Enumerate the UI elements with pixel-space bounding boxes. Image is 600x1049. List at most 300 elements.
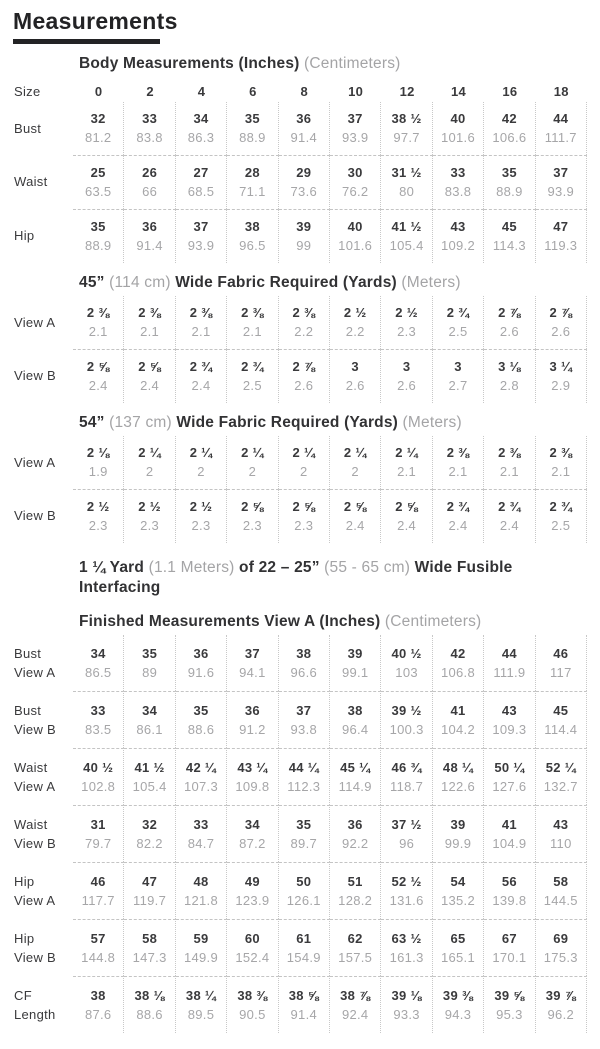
inch-value: 43 [553, 817, 569, 832]
row-label [13, 489, 73, 543]
cm-value: 111.7 [544, 130, 577, 145]
row-label [13, 349, 73, 403]
inch-value: 38 [347, 703, 363, 718]
heading-part-metric: (Centimeters) [304, 55, 401, 72]
measurement-cell [73, 102, 124, 155]
cm-value: 102.8 [81, 779, 116, 794]
heading-part-main: of 22 – 25” [234, 559, 325, 576]
cm-value: 2.4 [397, 518, 417, 533]
row-label-line: Waist [14, 174, 48, 189]
measurement-cell [330, 748, 381, 805]
cm-value: 88.9 [239, 130, 266, 145]
table-row [13, 209, 587, 263]
row-label-line: View B [14, 508, 57, 523]
cm-value: 2.2 [294, 324, 314, 339]
cm-value: 2.4 [448, 518, 468, 533]
measurement-cell [381, 748, 432, 805]
row-label [13, 209, 73, 263]
cm-value: 117 [549, 665, 572, 680]
measurement-cell [381, 919, 432, 976]
cm-value: 2.4 [499, 518, 519, 533]
measurement-cell [124, 748, 175, 805]
cm-value: 88.9 [84, 238, 112, 253]
cm-value: 149.9 [183, 950, 219, 965]
cm-value: 81.2 [84, 130, 112, 145]
cm-value: 2.1 [242, 324, 262, 339]
cm-value: 109.3 [492, 722, 527, 737]
measurement-cell [381, 635, 432, 691]
measurement-cell [381, 349, 432, 403]
measurement-cell [124, 436, 175, 489]
measurement-cell [484, 919, 535, 976]
inch-value: 39 [296, 219, 312, 234]
inch-value: 31 [90, 817, 106, 832]
inch-value: 2 ½ [86, 499, 110, 514]
cm-value: 2.9 [551, 378, 571, 393]
row-label [13, 635, 73, 691]
measurement-cell [227, 489, 278, 543]
measurement-cell [279, 436, 330, 489]
measurement-cell [433, 489, 484, 543]
measurement-cell [279, 349, 330, 403]
measurement-cell [279, 209, 330, 263]
inch-value: 52 ½ [391, 874, 422, 889]
measurement-cell [433, 748, 484, 805]
cm-value: 111.9 [493, 665, 526, 680]
table-row [13, 102, 587, 155]
inch-value: 46 ¾ [391, 760, 422, 775]
inch-value: 2 ⅞ [549, 305, 573, 320]
cm-value: 144.8 [81, 950, 116, 965]
inch-value: 2 ⅝ [292, 499, 316, 514]
cm-value: 88.6 [136, 1007, 163, 1022]
cm-value: 103 [395, 665, 418, 680]
measurement-cell [484, 102, 535, 155]
cm-value: 170.1 [492, 950, 527, 965]
inch-value: 39 ⅝ [494, 988, 525, 1003]
measurement-cell [381, 436, 432, 489]
cm-value: 101.6 [440, 130, 476, 145]
heading-part-metric: (114 cm) [109, 274, 171, 291]
inch-value: 39 ⅞ [545, 988, 576, 1003]
inch-value: 3 [351, 359, 359, 374]
measurement-cell [176, 209, 227, 263]
measurement-cell [330, 805, 381, 862]
inch-value: 42 [450, 646, 466, 661]
inch-value: 2 ¼ [395, 445, 418, 460]
body-measurements-table [13, 102, 587, 263]
inch-value: 3 ⅛ [498, 359, 521, 374]
cm-value: 105.4 [132, 779, 167, 794]
cm-value: 71.1 [239, 184, 266, 199]
measurement-cell [176, 349, 227, 403]
inch-value: 44 ¼ [288, 760, 319, 775]
row-label [13, 862, 73, 919]
inch-value: 34 [244, 817, 260, 832]
measurement-cell [124, 489, 175, 543]
cm-value: 2.1 [448, 464, 468, 479]
measurement-cell [536, 209, 587, 263]
inch-value: 37 [296, 703, 312, 718]
inch-value: 2 ¼ [292, 445, 316, 460]
inch-value: 30 [347, 165, 363, 180]
cm-value: 105.4 [389, 238, 424, 253]
row-label-line: Hip [14, 930, 35, 946]
section-heading-fabric-45 [79, 273, 587, 293]
title-underline [13, 39, 160, 44]
measurement-cell [536, 102, 587, 155]
inch-value: 44 [553, 111, 569, 126]
inch-value: 2 ⅜ [241, 305, 264, 320]
measurement-cell [381, 862, 432, 919]
inch-value: 40 [450, 111, 466, 126]
measurement-cell [330, 102, 381, 155]
inch-value: 35 [244, 111, 260, 126]
cm-value: 104.9 [492, 836, 527, 851]
inch-value: 48 [193, 874, 209, 889]
inch-value: 46 [553, 646, 569, 661]
inch-value: 54 [450, 874, 466, 889]
row-label-line: Hip [14, 228, 35, 243]
measurement-cell [536, 436, 587, 489]
cm-value: 2.4 [88, 378, 108, 393]
cm-value: 99.1 [341, 665, 369, 680]
heading-part-metric: (55 - 65 cm) [324, 559, 411, 576]
measurement-cell [536, 976, 587, 1033]
inch-value: 47 [553, 219, 569, 234]
measurement-cell [279, 748, 330, 805]
cm-value: 96.4 [341, 722, 369, 737]
inch-value: 32 [90, 111, 106, 126]
inch-value: 37 ½ [391, 817, 422, 832]
inch-value: 38 ⅞ [340, 988, 371, 1003]
row-label-line: Bust [14, 646, 42, 661]
cm-value: 93.8 [290, 722, 318, 737]
cm-value: 175.3 [543, 950, 578, 965]
inch-value: 42 [501, 111, 517, 126]
cm-value: 128.2 [338, 893, 373, 908]
cm-value: 152.4 [235, 950, 270, 965]
cm-value: 89.7 [290, 836, 318, 851]
measurement-cell [124, 805, 175, 862]
measurement-cell [484, 489, 535, 543]
measurement-cell [279, 102, 330, 155]
cm-value: 79.7 [84, 836, 112, 851]
inch-value: 35 [296, 817, 312, 832]
measurement-cell [484, 296, 535, 349]
measurement-cell [227, 919, 278, 976]
cm-value: 63.5 [84, 184, 112, 199]
inch-value: 2 ⅝ [86, 359, 110, 374]
measurement-cell [176, 489, 227, 543]
inch-value: 27 [193, 165, 209, 180]
table-row [13, 489, 587, 543]
cm-value: 2.1 [551, 464, 571, 479]
measurement-cell [124, 349, 175, 403]
section-heading-finished-measurements [79, 612, 587, 632]
measurement-cell [176, 748, 227, 805]
measurement-cell [227, 349, 278, 403]
cm-value: 2 [300, 464, 308, 479]
cm-value: 100.3 [389, 722, 424, 737]
size-value: 10 [348, 84, 364, 99]
measurement-cell [433, 976, 484, 1033]
heading-part-main: 54” [79, 414, 110, 431]
cm-value: 109.8 [235, 779, 270, 794]
cm-value: 2.6 [397, 378, 417, 393]
measurement-cell [330, 155, 381, 209]
inch-value: 38 [90, 988, 106, 1003]
cm-value: 161.3 [389, 950, 424, 965]
cm-value: 2.5 [551, 518, 571, 533]
cm-value: 89 [142, 665, 158, 680]
inch-value: 34 [90, 646, 106, 661]
measurement-cell [536, 635, 587, 691]
cm-value: 91.4 [290, 130, 318, 145]
row-label-line: View A [14, 454, 56, 470]
section-heading-fabric-54 [79, 413, 587, 433]
cm-value: 2.6 [551, 324, 571, 339]
measurement-cell [176, 635, 227, 691]
inch-value: 2 ¾ [446, 305, 470, 320]
heading-part-main: 45” [79, 274, 110, 291]
inch-value: 40 ½ [391, 646, 422, 661]
cm-value: 93.9 [187, 238, 215, 253]
measurement-cell [381, 102, 432, 155]
table-row [13, 691, 587, 748]
inch-value: 40 ½ [83, 760, 114, 775]
measurement-cell [73, 862, 124, 919]
inch-value: 2 ⅜ [189, 305, 213, 320]
row-label-line: View A [14, 892, 56, 908]
cm-value: 88.6 [187, 722, 215, 737]
measurement-cell [176, 296, 227, 349]
cm-value: 96 [399, 836, 415, 851]
measurement-cell [176, 919, 227, 976]
inch-value: 38 [296, 646, 312, 661]
size-value: 0 [94, 84, 103, 99]
measurement-cell [330, 296, 381, 349]
inch-value: 39 ½ [391, 703, 422, 718]
cm-value: 109.2 [440, 238, 476, 253]
inch-value: 2 ½ [138, 499, 161, 514]
measurement-cell [484, 805, 535, 862]
row-label-line: Hip [14, 873, 35, 889]
inch-value: 41 [501, 817, 517, 832]
measurement-cell [484, 436, 535, 489]
measurement-cell [73, 349, 124, 403]
row-label-line: View B [14, 835, 57, 851]
inch-value: 2 ¾ [189, 359, 213, 374]
table-row [13, 748, 587, 805]
measurement-cell [176, 862, 227, 919]
size-value: 8 [300, 84, 309, 99]
inch-value: 29 [296, 165, 312, 180]
cm-value: 119.3 [544, 238, 578, 253]
inch-value: 37 [193, 219, 209, 234]
cm-value: 91.4 [136, 238, 163, 253]
heading-part-metric: (Centimeters) [384, 613, 482, 630]
row-label [13, 102, 73, 155]
inch-value: 33 [142, 111, 158, 126]
heading-part-main: Wide Fabric Required (Yards) [171, 414, 403, 431]
measurement-cell [536, 805, 587, 862]
measurement-cell [176, 102, 227, 155]
inch-value: 43 [450, 219, 466, 234]
inch-value: 35 [90, 219, 106, 234]
cm-value: 126.1 [286, 893, 321, 908]
inch-value: 45 [553, 703, 569, 718]
measurement-cell [279, 296, 330, 349]
cm-value: 119.7 [133, 893, 167, 908]
measurement-cell [381, 155, 432, 209]
measurement-cell [124, 976, 175, 1033]
cm-value: 66 [142, 184, 158, 199]
cm-value: 114.9 [338, 779, 372, 794]
inch-value: 3 [402, 359, 411, 374]
cm-value: 68.5 [187, 184, 215, 199]
measurement-cell [330, 976, 381, 1033]
cm-value: 86.1 [136, 722, 163, 737]
inch-value: 51 [347, 874, 363, 889]
heading-part-main: Body Measurements (Inches) [79, 55, 305, 72]
cm-value: 2.3 [242, 518, 262, 533]
cm-value: 2.1 [397, 464, 417, 479]
measurement-cell [176, 805, 227, 862]
cm-value: 2.1 [191, 324, 211, 339]
inch-value: 62 [347, 931, 363, 946]
measurement-cell [433, 349, 484, 403]
inch-value: 36 [244, 703, 260, 718]
inch-value: 46 [90, 874, 106, 889]
measurement-cell [73, 976, 124, 1033]
measurement-cell [73, 635, 124, 691]
inch-value: 58 [553, 874, 569, 889]
cm-value: 92.2 [341, 836, 369, 851]
cm-value: 2.1 [140, 324, 160, 339]
row-label [13, 155, 73, 209]
row-label-line: CF [14, 987, 32, 1003]
inch-value: 43 ¼ [237, 760, 268, 775]
inch-value: 44 [501, 646, 517, 661]
row-label-line: Waist [14, 816, 48, 832]
inch-value: 34 [142, 703, 158, 718]
inch-value: 37 [244, 646, 260, 661]
inch-value: 69 [553, 931, 569, 946]
inch-value: 3 [454, 359, 462, 374]
inch-value: 41 ½ [391, 219, 422, 234]
inch-value: 2 ⅝ [138, 359, 161, 374]
cm-value: 95.3 [496, 1007, 523, 1022]
inch-value: 2 ¼ [343, 445, 367, 460]
fabric-54-table [13, 436, 587, 543]
measurement-cell [433, 805, 484, 862]
cm-value: 99.9 [444, 836, 472, 851]
measurement-cell [484, 349, 535, 403]
inch-value: 45 ¼ [340, 760, 371, 775]
cm-value: 2.4 [191, 378, 211, 393]
inch-value: 48 ¼ [442, 760, 474, 775]
measurement-cell [124, 635, 175, 691]
row-label [13, 919, 73, 976]
inch-value: 2 ¼ [241, 445, 264, 460]
measurement-cell [536, 748, 587, 805]
inch-value: 36 [347, 817, 363, 832]
cm-value: 87.2 [239, 836, 266, 851]
row-label-line: View B [14, 721, 57, 737]
measurement-cell [330, 349, 381, 403]
cm-value: 127.6 [492, 779, 527, 794]
cm-value: 104.2 [440, 722, 476, 737]
inch-value: 31 ½ [391, 165, 422, 180]
measurement-cell [176, 436, 227, 489]
measurement-cell [279, 489, 330, 543]
measurement-cell [279, 635, 330, 691]
cm-value: 2.6 [499, 324, 519, 339]
size-value: 14 [450, 84, 467, 99]
table-row [13, 155, 587, 209]
heading-part-main: 1 ¼ Yard [79, 559, 149, 576]
cm-value: 2 [248, 464, 257, 479]
inch-value: 40 [347, 219, 363, 234]
inch-value: 2 ⅝ [241, 499, 264, 514]
inch-value: 2 ⅞ [498, 305, 521, 320]
measurement-cell [330, 862, 381, 919]
row-label-line: Bust [14, 702, 42, 718]
size-value: 12 [399, 84, 415, 99]
row-label-line: View B [14, 949, 57, 965]
inch-value: 2 ½ [343, 305, 367, 320]
inch-value: 49 [244, 874, 260, 889]
cm-value: 76.2 [341, 184, 369, 199]
cm-value: 73.6 [290, 184, 318, 199]
size-header-row [13, 84, 587, 99]
inch-value: 67 [501, 931, 517, 946]
measurement-cell [433, 862, 484, 919]
inch-value: 2 ⅜ [292, 305, 316, 320]
cm-value: 96.5 [239, 238, 266, 253]
cm-value: 99 [296, 238, 312, 253]
measurement-cell [73, 296, 124, 349]
cm-value: 107.3 [183, 779, 219, 794]
measurement-cell [433, 209, 484, 263]
inch-value: 2 ⅜ [446, 445, 470, 460]
measurement-cell [227, 976, 278, 1033]
inch-value: 60 [244, 931, 260, 946]
cm-value: 2.6 [345, 378, 365, 393]
inch-value: 56 [501, 874, 517, 889]
table-row [13, 349, 587, 403]
fabric-45-table [13, 296, 587, 403]
cm-value: 97.7 [393, 130, 420, 145]
size-value: 4 [197, 84, 206, 99]
inch-value: 2 ¼ [138, 445, 161, 460]
page-title: Measurements [13, 8, 178, 34]
inch-value: 33 [450, 165, 466, 180]
cm-value: 114.3 [492, 238, 526, 253]
measurement-cell [330, 436, 381, 489]
row-label [13, 691, 73, 748]
measurement-cell [330, 919, 381, 976]
measurement-cell [330, 489, 381, 543]
cm-value: 110 [549, 836, 572, 851]
measurement-cell [227, 436, 278, 489]
cm-value: 2 [351, 464, 359, 479]
cm-value: 2.5 [448, 324, 468, 339]
inch-value: 38 [244, 219, 260, 234]
measurement-cell [279, 976, 330, 1033]
inch-value: 2 ½ [189, 499, 213, 514]
